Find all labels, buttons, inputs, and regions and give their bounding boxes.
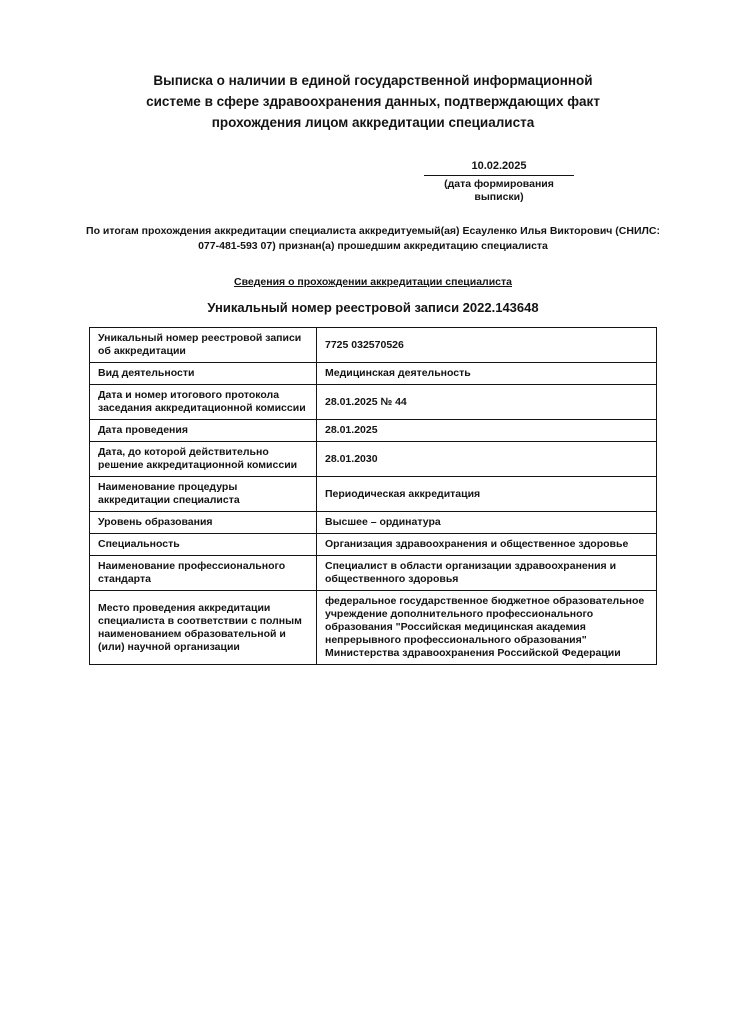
table-row-value: федеральное государственное бюджетное образовательное учреждение дополнительного профессионального образования "Российская медицинская академия непрерывного профессионального образования" Министерства здравоохранения Российской Федерации	[317, 591, 657, 665]
formation-date-caption: (дата формирования выписки)	[444, 178, 554, 203]
table-row	[90, 420, 657, 442]
table-row-value: Высшее – ординатура	[317, 512, 657, 534]
table-row	[90, 591, 657, 665]
table-row-value: 28.01.2025	[317, 420, 657, 442]
table-row	[90, 442, 657, 477]
table-row-label: Место проведения аккредитации специалиста в соответствии с полным наименованием образовательной и (или) научной организации	[90, 591, 317, 665]
table-row-value: Медицинская деятельность	[317, 363, 657, 385]
intro-paragraph: По итогам прохождения аккредитации специалиста аккредитуемый(ая) Есауленко Илья Викторович (СНИЛС: 077-481-593 07) признан(а) прошедшим аккредитацию специалиста	[86, 225, 660, 252]
table-row-label: Уникальный номер реестровой записи об аккредитации	[90, 328, 317, 363]
table-row-label: Наименование профессионального стандарта	[90, 556, 317, 591]
table-row	[90, 385, 657, 420]
table-row	[90, 363, 657, 385]
table-row	[90, 556, 657, 591]
table-row-value: 7725 032570526	[317, 328, 657, 363]
table-row-label: Специальность	[90, 534, 317, 556]
table-row-value: 28.01.2025 № 44	[317, 385, 657, 420]
registry-number-heading: Уникальный номер реестровой записи 2022.143648	[207, 300, 539, 315]
table-row-value: 28.01.2030	[317, 442, 657, 477]
document-title	[0, 0, 746, 133]
table-row-label: Дата проведения	[90, 420, 317, 442]
table-row-label: Уровень образования	[90, 512, 317, 534]
table-row-value: Специалист в области организации здравоохранения и общественного здоровья	[317, 556, 657, 591]
table-row	[90, 534, 657, 556]
formation-date-block	[424, 159, 574, 204]
table-row-value: Периодическая аккредитация	[317, 477, 657, 512]
document-title-line-1: Выписка о наличии в единой государственной информационной	[153, 73, 593, 88]
table-row	[90, 328, 657, 363]
formation-date: 10.02.2025	[424, 159, 574, 176]
table-row-value: Организация здравоохранения и общественное здоровье	[317, 534, 657, 556]
document-title-line-2: системе в сфере здравоохранения данных, подтверждающих факт	[146, 94, 600, 109]
document-title-line-3: прохождения лицом аккредитации специалиста	[211, 115, 535, 130]
table-row	[90, 512, 657, 534]
table-row	[90, 477, 657, 512]
table-row-label: Дата и номер итогового протокола заседания аккредитационной комиссии	[90, 385, 317, 420]
table-row-label: Дата, до которой действительно решение аккредитационной комиссии	[90, 442, 317, 477]
table-row-label: Наименование процедуры аккредитации специалиста	[90, 477, 317, 512]
table-row-label: Вид деятельности	[90, 363, 317, 385]
section-heading: Сведения о прохождении аккредитации специалиста	[234, 276, 512, 288]
accreditation-details-table	[89, 327, 657, 665]
